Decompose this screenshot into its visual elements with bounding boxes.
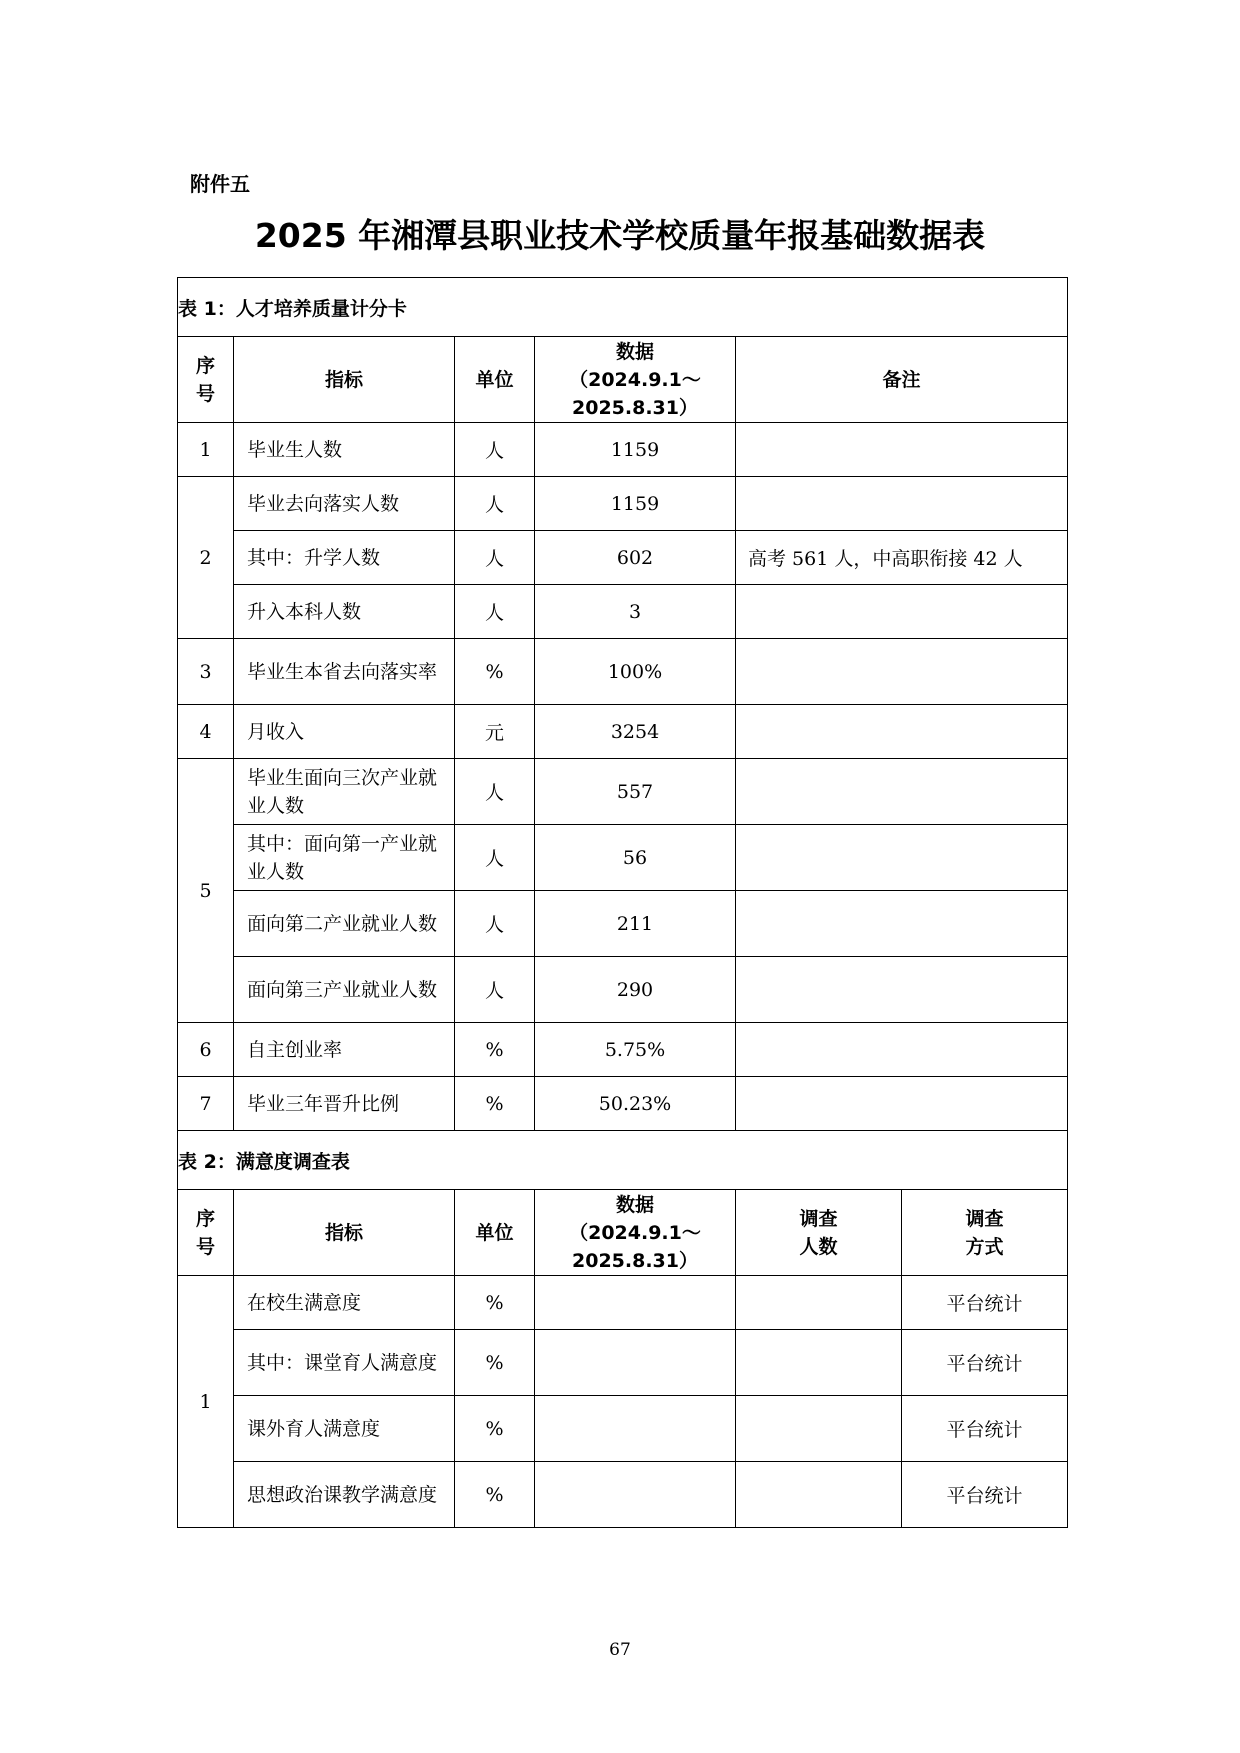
attachment-label: 附件五 [190, 172, 250, 196]
row-value: 290 [535, 957, 736, 1023]
row-unit: 元 [455, 705, 535, 759]
row-indicator: 思想政治课教学满意度 [234, 1462, 455, 1528]
row-unit: 人 [455, 957, 535, 1023]
row-unit: % [455, 1396, 535, 1462]
row-unit: 人 [455, 477, 535, 531]
table1-section-title: 表 1：人才培养质量计分卡 [178, 278, 1068, 337]
row-remark [736, 705, 1068, 759]
row-remark: 高考 561 人，中高职衔接 42 人 [736, 531, 1068, 585]
table-row [178, 705, 1068, 759]
row-value [535, 1330, 736, 1396]
header-data: 数据 （2024.9.1～ 2025.8.31） [535, 337, 736, 423]
table2-section-title: 表 2：满意度调查表 [178, 1131, 1068, 1190]
row-value: 3254 [535, 705, 736, 759]
row-seq: 7 [178, 1077, 234, 1131]
row-indicator: 其中：课堂育人满意度 [234, 1330, 455, 1396]
row-unit: 人 [455, 891, 535, 957]
row-value: 3 [535, 585, 736, 639]
table-row [178, 957, 1068, 1023]
row-indicator: 自主创业率 [234, 1023, 455, 1077]
row-remark [736, 639, 1068, 705]
table1-header-row [178, 337, 1068, 423]
row-indicator: 面向第三产业就业人数 [234, 957, 455, 1023]
header-remark: 备注 [736, 337, 1068, 423]
row-remark [736, 759, 1068, 825]
row-indicator: 毕业三年晋升比例 [234, 1077, 455, 1131]
row-remark [736, 891, 1068, 957]
row-value [535, 1462, 736, 1528]
row-indicator: 面向第二产业就业人数 [234, 891, 455, 957]
row-method: 平台统计 [902, 1462, 1068, 1528]
row-indicator: 升入本科人数 [234, 585, 455, 639]
table-row [178, 1396, 1068, 1462]
header-seq: 序号 [178, 337, 234, 423]
row-indicator: 其中：面向第一产业就业人数 [234, 825, 455, 891]
data-table [177, 277, 1068, 1528]
row-unit: % [455, 1077, 535, 1131]
row-value: 100% [535, 639, 736, 705]
row-value: 1159 [535, 477, 736, 531]
row-value: 1159 [535, 423, 736, 477]
header-indicator: 指标 [234, 1190, 455, 1276]
row-value: 50.23% [535, 1077, 736, 1131]
row-remark [736, 1023, 1068, 1077]
row-indicator: 毕业生人数 [234, 423, 455, 477]
row-unit: 人 [455, 585, 535, 639]
header-unit: 单位 [455, 337, 535, 423]
row-count [736, 1330, 902, 1396]
row-remark [736, 585, 1068, 639]
row-unit: 人 [455, 423, 535, 477]
row-value [535, 1276, 736, 1330]
row-remark [736, 423, 1068, 477]
row-seq: 1 [178, 423, 234, 477]
row-indicator: 毕业生面向三次产业就业人数 [234, 759, 455, 825]
row-value: 5.75% [535, 1023, 736, 1077]
row-remark [736, 1077, 1068, 1131]
row-indicator: 毕业生本省去向落实率 [234, 639, 455, 705]
table-row [178, 639, 1068, 705]
row-value: 56 [535, 825, 736, 891]
row-indicator: 毕业去向落实人数 [234, 477, 455, 531]
row-method: 平台统计 [902, 1396, 1068, 1462]
table-row [178, 1023, 1068, 1077]
header-indicator: 指标 [234, 337, 455, 423]
row-count [736, 1462, 902, 1528]
row-indicator: 课外育人满意度 [234, 1396, 455, 1462]
row-unit: % [455, 1276, 535, 1330]
row-unit: % [455, 1462, 535, 1528]
row-seq: 5 [178, 759, 234, 1023]
row-remark [736, 825, 1068, 891]
row-value [535, 1396, 736, 1462]
table-row [178, 531, 1068, 585]
row-value: 211 [535, 891, 736, 957]
table2-header-row [178, 1190, 1068, 1276]
row-unit: % [455, 639, 535, 705]
table-row [178, 1462, 1068, 1528]
row-value: 557 [535, 759, 736, 825]
row-remark [736, 477, 1068, 531]
table-row [178, 423, 1068, 477]
header-survey-count: 调查 人数 [736, 1190, 902, 1276]
row-unit: 人 [455, 759, 535, 825]
header-unit: 单位 [455, 1190, 535, 1276]
row-unit: 人 [455, 531, 535, 585]
row-seq: 4 [178, 705, 234, 759]
table-row [178, 585, 1068, 639]
row-seq: 3 [178, 639, 234, 705]
header-survey-method: 调查 方式 [902, 1190, 1068, 1276]
header-seq: 序号 [178, 1190, 234, 1276]
page-number: 67 [609, 1640, 631, 1660]
row-indicator: 月收入 [234, 705, 455, 759]
table-row [178, 759, 1068, 825]
row-count [736, 1276, 902, 1330]
row-method: 平台统计 [902, 1330, 1068, 1396]
document-title: 2025 年湘潭县职业技术学校质量年报基础数据表 [254, 216, 986, 255]
row-unit: 人 [455, 825, 535, 891]
row-method: 平台统计 [902, 1276, 1068, 1330]
row-remark [736, 957, 1068, 1023]
row-seq: 2 [178, 477, 234, 639]
table-row [178, 891, 1068, 957]
table-row [178, 1276, 1068, 1330]
table-row [178, 1330, 1068, 1396]
header-data: 数据 （2024.9.1～ 2025.8.31） [535, 1190, 736, 1276]
row-seq: 1 [178, 1276, 234, 1528]
row-unit: % [455, 1023, 535, 1077]
row-count [736, 1396, 902, 1462]
row-indicator: 在校生满意度 [234, 1276, 455, 1330]
table-row [178, 825, 1068, 891]
row-unit: % [455, 1330, 535, 1396]
table-row [178, 1077, 1068, 1131]
table-row [178, 477, 1068, 531]
row-seq: 6 [178, 1023, 234, 1077]
row-value: 602 [535, 531, 736, 585]
row-indicator: 其中：升学人数 [234, 531, 455, 585]
